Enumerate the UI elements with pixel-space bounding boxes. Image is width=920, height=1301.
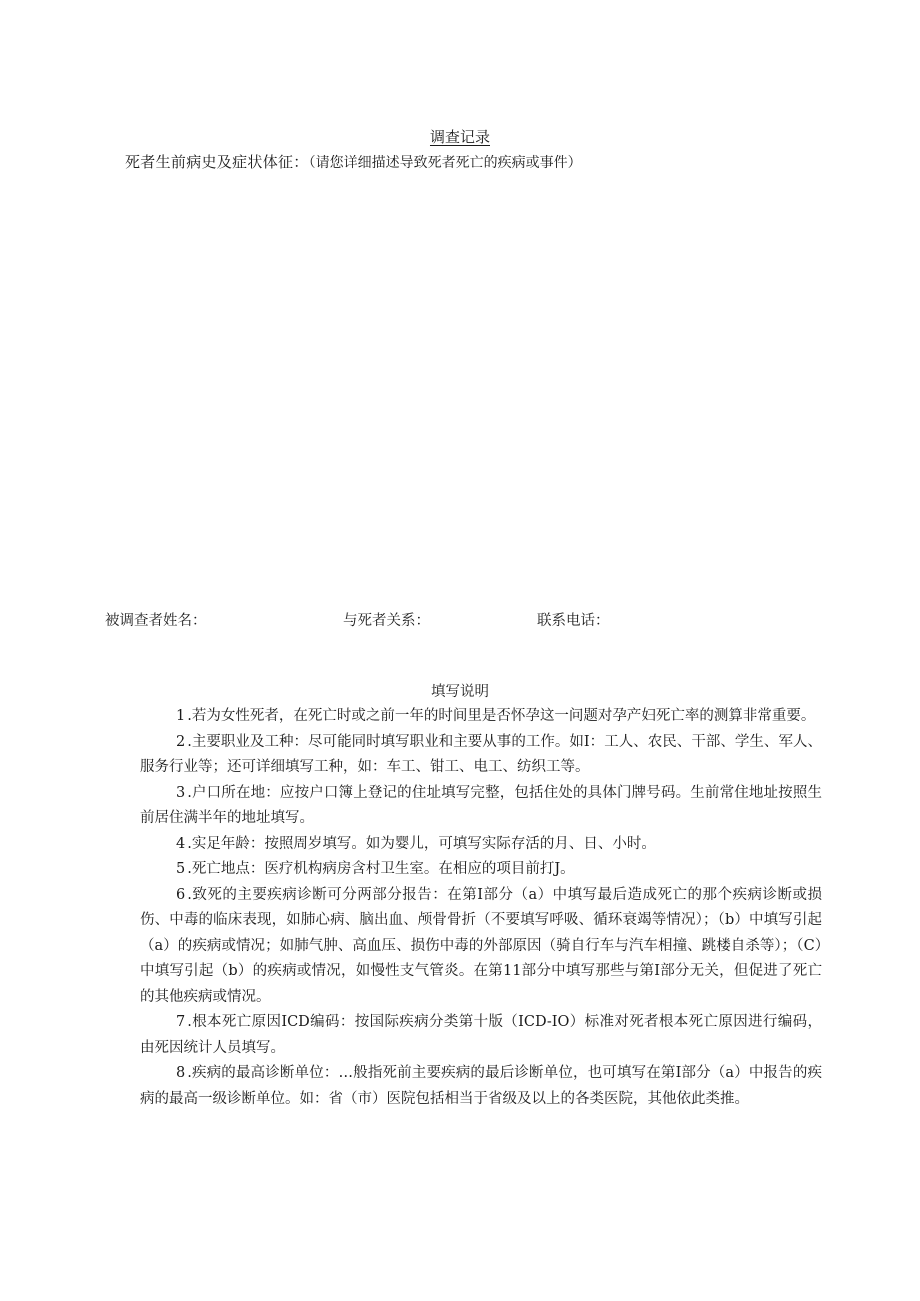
instruction-text: .致死的主要疾病诊断可分两部分报告：在第I部分（a）中填写最后造成死亡的那个疾病诊断或损伤、中毒的临床表现，如肺心病、脑出血、颅骨骨折（不要填写呼吸、循环衰竭等情况）；（b）中填写引起（a）的疾病或情况；如肺气肿、高血压、损伤中毒的外部原因（骑自行车与汽车相撞、跳楼自杀等）；（C）中填写引起（b）的疾病或情况，如慢性支气管炎。在第11部分中填写那些与第I部分无关，但促进了死亡的其他疾病或情况。 xyxy=(140,886,822,1005)
instruction-number: 4 xyxy=(176,835,186,852)
instruction-text: .主要职业及工种：尽可能同时填写职业和主要从事的工作。如I：工人、农民、干部、学生、军人、服务行业等；还可详细填写工种，如：车工、钳工、电工、纺织工等。 xyxy=(140,733,822,775)
instruction-text: .实足年龄：按照周岁填写。如为婴儿，可填写实际存活的月、日、小时。 xyxy=(187,835,656,852)
instruction-text: .疾病的最高诊断单位：…般指死前主要疾病的最后诊断单位，也可填写在第I部分（a）中报告的疾病的最高一级诊断单位。如：省（市）医院包括相当于省级及以上的各类医院，其他依此类推。 xyxy=(140,1065,822,1107)
medical-history-hint: （请您详细描述导致死者死亡的疾病或事件） xyxy=(308,155,582,171)
instruction-text: .根本死亡原因ICD编码：按国际疾病分类第十版（ICD-IO）标准对死者根本死亡原因进行编码，由死因统计人员填写。 xyxy=(140,1014,822,1056)
instruction-number: 7 xyxy=(176,1014,186,1030)
instruction-item xyxy=(140,883,822,1011)
instruction-text: .若为女性死者，在死亡时或之前一年的时间里是否怀孕这一问题对孕产妇死亡率的测算非常重要。 xyxy=(187,708,816,724)
phone-label: 联系电话： xyxy=(537,613,610,629)
instruction-number: 2 xyxy=(176,733,186,750)
medical-history-line xyxy=(125,151,582,172)
respondent-name-label: 被调查者姓名： xyxy=(105,613,207,629)
instructions-list xyxy=(140,704,822,1112)
instruction-text: .户口所在地：应按户口簿上登记的住址填写完整，包括住处的具体门牌号码。生前常住地址按照生前居住满半年的地址填写。 xyxy=(140,784,822,826)
instruction-number: 8 xyxy=(176,1065,186,1081)
record-title: 调查记录 xyxy=(429,128,490,146)
instruction-text: .死亡地点：医疗机构病房含村卫生室。在相应的项目前打J。 xyxy=(187,861,575,877)
instruction-number: 1 xyxy=(176,708,186,724)
instruction-item xyxy=(140,857,822,883)
instructions-title: 填写说明 xyxy=(431,684,489,700)
instruction-item xyxy=(140,781,822,832)
instruction-item xyxy=(140,730,822,781)
instruction-number: 5 xyxy=(176,861,186,877)
instruction-item xyxy=(140,1010,822,1061)
relation-label: 与死者关系： xyxy=(343,613,430,629)
medical-history-answer-area[interactable] xyxy=(105,180,815,590)
instruction-item xyxy=(140,832,822,858)
instruction-item xyxy=(140,1061,822,1112)
instruction-item xyxy=(140,704,822,730)
instruction-number: 3 xyxy=(176,784,186,801)
instruction-number: 6 xyxy=(176,886,186,903)
medical-history-label: 死者生前病史及症状体征： xyxy=(125,153,309,171)
